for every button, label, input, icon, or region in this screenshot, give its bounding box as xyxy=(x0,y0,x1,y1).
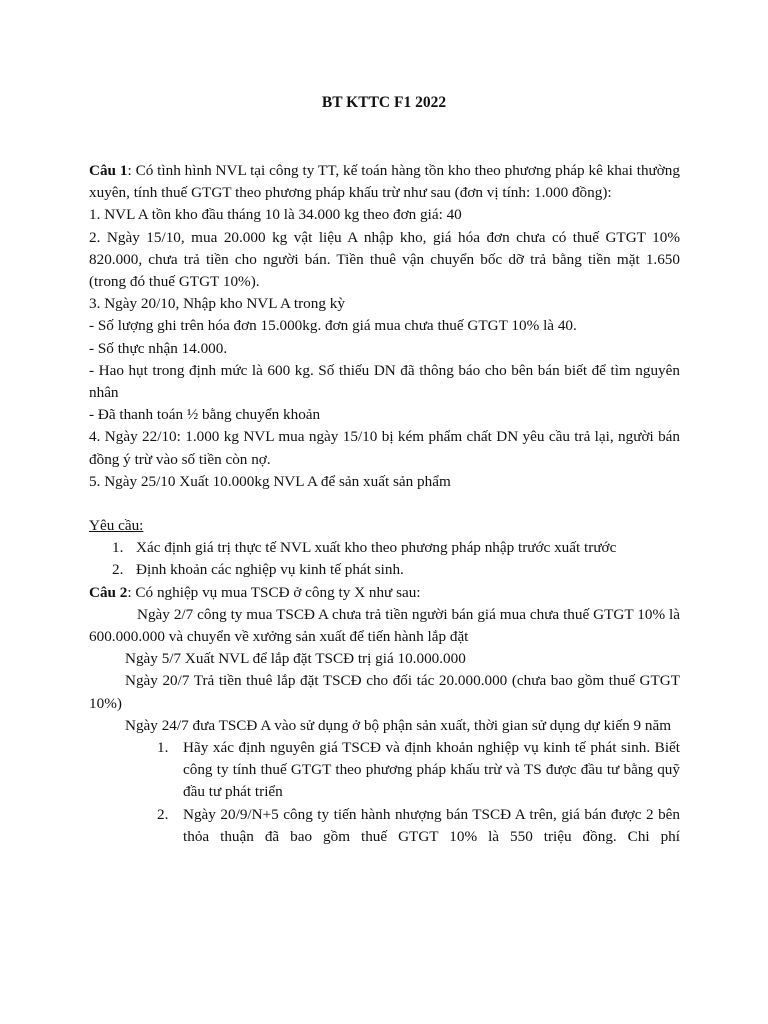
requirements-list xyxy=(89,537,680,581)
q1-item-3b: - Số thực nhận 14.000. xyxy=(89,339,228,357)
task-item: 1. Hãy xác định nguyên giá TSCĐ và định khoản nghiệp vụ kinh tế phát sinh. Biết công ty tính thuế GTGT theo phương pháp khấu trừ và TS được đầu tư bằng quỹ đầu tư phát triển xyxy=(157,739,680,801)
q2-label: Câu 2 xyxy=(89,583,128,601)
document-body xyxy=(89,160,680,848)
requirement-item: 1. Xác định giá trị thực tế NVL xuất kho theo phương pháp nhập trước xuất trước xyxy=(112,539,617,557)
q1-item-3d: - Đã thanh toán ½ bằng chuyển khoản xyxy=(89,406,321,424)
q1-intro: Câu 1: Có tình hình NVL tại công ty TT, kế toán hàng tồn kho theo phương pháp kê khai thường xuyên, tính thuế GTGT theo phương pháp khấu trừ như sau (đơn vị tính: 1.000 đồng): xyxy=(89,162,680,202)
q2-event-2: Ngày 5/7 Xuất NVL để lắp đặt TSCĐ trị giá 10.000.000 xyxy=(125,650,466,668)
q1-item-2: 2. Ngày 15/10, mua 20.000 kg vật liệu A nhập kho, giá hóa đơn chưa có thuế GTGT 10% 820.000, chưa trả tiền cho người bán. Tiền thuê vận chuyển bốc dỡ trả bằng tiền mặt 1.650 (trong đó thuế GTGT 10%). xyxy=(89,228,680,291)
q2-event-4: Ngày 24/7 đưa TSCĐ A vào sử dụng ở bộ phận sản xuất, thời gian sử dụng dự kiến 9 năm xyxy=(125,716,672,734)
q2-event-1: Ngày 2/7 công ty mua TSCĐ A chưa trả tiền người bán giá mua chưa thuế GTGT 10% là 600.000.000 và chuyển về xưởng sản xuất để tiến hành lắp đặt xyxy=(89,605,680,646)
blank-line xyxy=(89,493,680,515)
q1-item-3a: - Số lượng ghi trên hóa đơn 15.000kg. đơn giá mua chưa thuế GTGT 10% là 40. xyxy=(89,317,577,335)
requirements-heading: Yêu cầu: xyxy=(89,517,144,535)
requirement-item: 2. Định khoản các nghiệp vụ kinh tế phát sinh. xyxy=(112,561,404,579)
q1-item-4: 4. Ngày 22/10: 1.000 kg NVL mua ngày 15/10 bị kém phẩm chất DN yêu cầu trả lại, người bán đồng ý trừ vào số tiền còn nợ. xyxy=(89,428,680,468)
q1-item-1: 1. NVL A tồn kho đầu tháng 10 là 34.000 kg theo đơn giá: 40 xyxy=(89,206,462,224)
tasks-list xyxy=(89,737,680,848)
q1-item-3c: - Hao hụt trong định mức là 600 kg. Số thiếu DN đã thông báo cho bên bán biết để tìm nguyên nhân xyxy=(89,361,680,402)
q2-intro: Câu 2: Có nghiệp vụ mua TSCĐ ở công ty X như sau: xyxy=(89,583,421,601)
document-title: BT KTTC F1 2022 xyxy=(321,94,447,111)
q1-item-5: 5. Ngày 25/10 Xuất 10.000kg NVL A để sản xuất sản phẩm xyxy=(89,472,451,490)
q1-label: Câu 1 xyxy=(89,162,128,179)
task-item: 2. Ngày 20/9/N+5 công ty tiến hành nhượng bán TSCĐ A trên, giá bán được 2 bên thỏa thuận đã bao gồm thuế GTGT 10% là 550 triệu đồng. Chi phí xyxy=(157,805,680,845)
q1-item-3: 3. Ngày 20/10, Nhập kho NVL A trong kỳ xyxy=(89,295,345,313)
q2-event-3: Ngày 20/7 Trả tiền thuê lắp đặt TSCĐ cho đối tác 20.000.000 (chưa bao gồm thuế GTGT 10%) xyxy=(89,672,680,712)
